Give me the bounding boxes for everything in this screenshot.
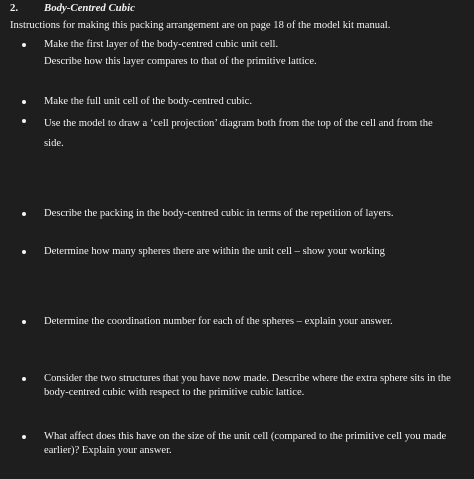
bullet-icon	[22, 320, 26, 324]
item-text: Determine how many spheres there are within the unit cell – show your working	[44, 246, 385, 257]
bullet-icon	[22, 100, 26, 104]
list-item	[22, 245, 452, 259]
list-item	[22, 430, 452, 458]
list-item	[22, 38, 452, 69]
bullet-icon	[22, 43, 26, 47]
bullet-icon	[22, 119, 26, 123]
bullet-icon	[22, 212, 26, 216]
item-text: Determine the coordination number for each of the spheres – explain your answer.	[44, 316, 393, 327]
bullet-icon	[22, 377, 26, 381]
item-text: Consider the two structures that you have now made. Describe where the extra sphere sits in the body-centred cubic with respect to the primitive cubic lattice.	[44, 373, 451, 398]
item-extra-text: Describe how this layer compares to that of the primitive lattice.	[44, 56, 317, 67]
section-heading	[10, 1, 135, 15]
item-text: Use the model to draw a ‘cell projection’ diagram both from the top of the cell and from the side.	[44, 118, 433, 149]
item-text: What affect does this have on the size of the unit cell (compared to the primitive cell you made earlier)? Explain your answer.	[44, 431, 447, 456]
list-item	[22, 95, 452, 109]
section-title: Body-Centred Cubic	[44, 2, 135, 14]
bullet-icon	[22, 435, 26, 439]
item-text: Make the first layer of the body-centred cubic unit cell.	[44, 39, 279, 50]
item-text: Describe the packing in the body-centred cubic in terms of the repetition of layers.	[44, 208, 394, 219]
section-number: 2.	[10, 2, 19, 14]
item-text: Make the full unit cell of the body-centred cubic.	[44, 96, 252, 107]
intro-text: Instructions for making this packing arrangement are on page 18 of the model kit manual.	[10, 20, 391, 31]
list-item	[22, 315, 452, 329]
list-item	[22, 207, 452, 221]
bullet-icon	[22, 250, 26, 254]
list-item	[22, 372, 452, 400]
list-item	[22, 114, 452, 154]
